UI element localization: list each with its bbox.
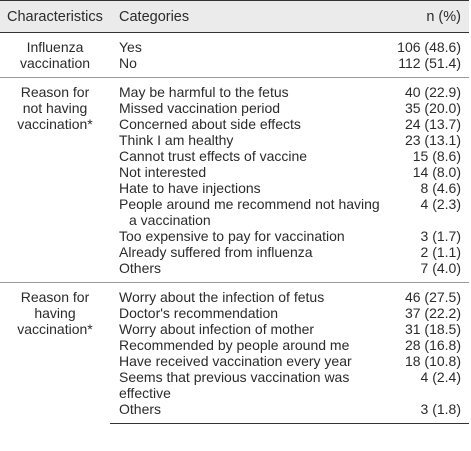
header-characteristics: Characteristics [0,1,110,33]
category-label: Worry about the infection of fetus [119,289,325,305]
category-cell [110,305,391,321]
header-row [0,1,469,33]
category-cell [110,33,391,56]
category-cell [110,196,391,228]
category-label: No [119,55,137,71]
value-cell: 106 (48.6) [397,39,461,55]
category-label: Think I am healthy [119,132,234,148]
category-cell [110,132,391,148]
value-cell: 46 (27.5) [391,283,469,306]
category-label: Missed vaccination period [119,100,281,116]
value-cell: 24 (13.7) [404,116,461,132]
value-cell: 18 (10.8) [404,353,461,369]
category-label: a vaccination [129,212,211,228]
value-cell: 4 (2.4) [420,369,461,385]
value-cell: 28 (16.8) [404,337,461,353]
category-label: Concerned about side effects [119,116,301,132]
category-label: Worry about infection of mother [119,321,315,337]
characteristic-label: Reason for [20,84,90,100]
value-cell: 40 (22.9) [391,78,469,101]
category-cell [110,353,391,369]
value-cell: 8 (4.6) [420,180,461,196]
value-cell: 2 (1.1) [420,244,461,260]
value-cell: 14 (8.0) [412,164,461,180]
category-cell [110,164,391,180]
value-cell: 23 (13.1) [404,132,461,148]
value-cell: 112 (51.4) [398,55,461,71]
characteristic-label: Reason for [20,289,90,305]
value-cell: 31 (18.5) [404,321,461,337]
category-label: Yes [119,39,142,55]
value-cell: 7 (4.0) [420,260,461,276]
category-cell [110,148,391,164]
category-cell [110,100,391,116]
category-label: May be harmful to the fetus [119,84,289,100]
category-cell [110,78,391,101]
value-cell: 3 (1.7) [420,228,461,244]
category-cell [110,116,391,132]
characteristic-label: not having [22,100,88,116]
category-cell [110,321,391,337]
category-cell [110,260,391,283]
value-cell: 35 (20.0) [404,100,461,116]
characteristic-label: Influenza [26,39,84,55]
category-cell [110,55,391,78]
characteristic-label: having [34,305,76,321]
category-label: Cannot trust effects of vaccine [119,148,308,164]
category-label: People around me recommend not having [119,196,380,212]
characteristic-cell [0,33,110,78]
category-cell [110,283,391,306]
category-cell [110,337,391,353]
category-label: Have received vaccination every year [119,353,352,369]
characteristic-label: vaccination* [17,321,93,337]
characteristic-label: vaccination* [17,116,93,132]
category-label: Seems that previous vaccination was effective [119,369,350,401]
header-categories: Categories [110,1,391,33]
category-cell [110,180,391,196]
category-label: Others [119,260,162,276]
table-header [0,1,469,33]
category-label: Recommended by people around me [119,337,350,353]
category-cell [110,401,391,424]
value-cell: 3 (1.8) [391,401,469,424]
characteristic-label: vaccination [19,55,91,71]
category-label: Not interested [119,164,207,180]
table-row [0,33,469,56]
category-label: Already suffered from influenza [119,244,313,260]
category-cell [110,244,391,260]
category-label: Too expensive to pay for vaccination [119,228,345,244]
value-cell: 4 (2.3) [420,196,461,212]
characteristic-cell [0,78,110,283]
value-cell: 37 (22.2) [404,305,461,321]
category-cell [110,369,391,401]
category-label: Others [119,401,162,417]
table-row [0,283,469,306]
header-n-percent: n (%) [391,1,469,33]
category-label: Hate to have injections [119,180,261,196]
category-cell [110,228,391,244]
category-label: Doctor's recommendation [119,305,279,321]
table-body [0,33,469,424]
table-row [0,78,469,101]
characteristic-cell [0,283,110,424]
value-cell: 15 (8.6) [412,148,461,164]
